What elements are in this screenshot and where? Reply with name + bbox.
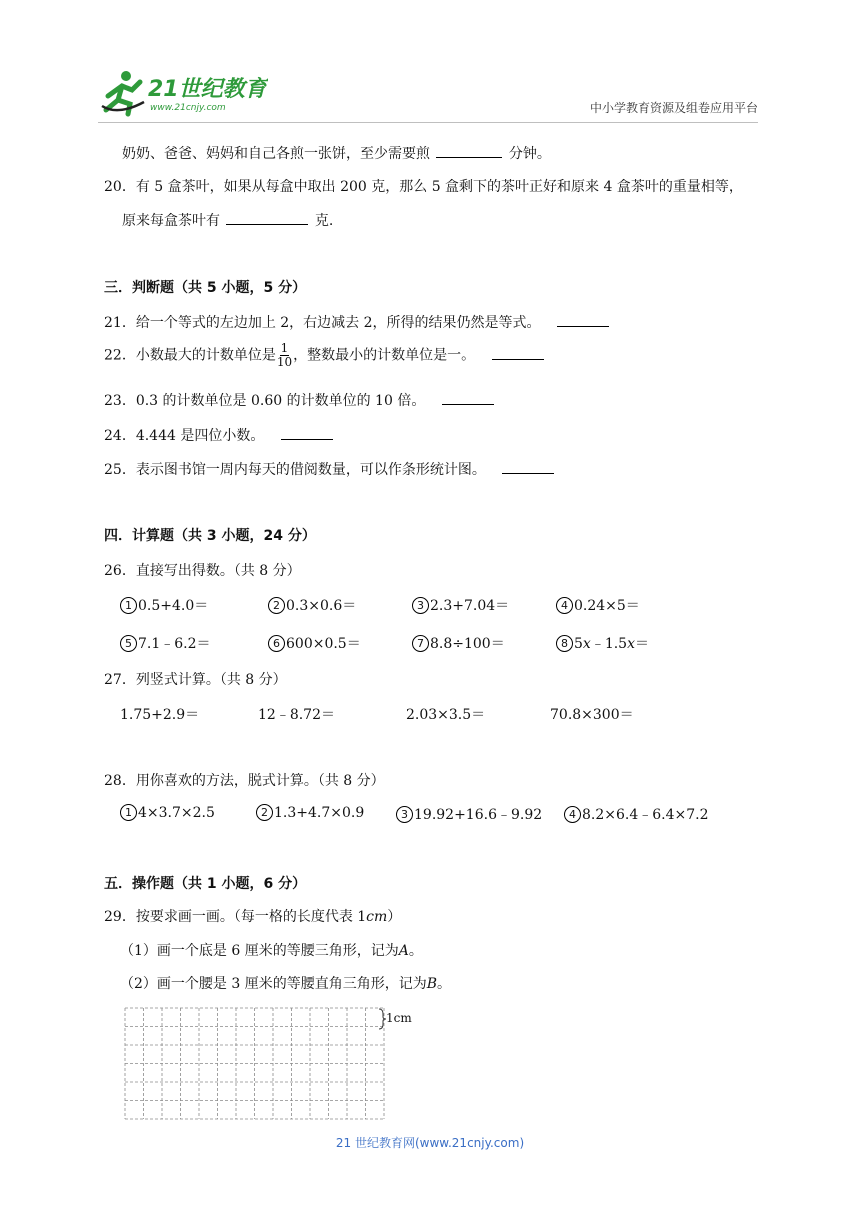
question-25: 25．表示图书馆一周内每天的借阅数量，可以作条形统计图。 xyxy=(104,459,556,479)
runner-icon xyxy=(102,71,144,114)
question-28: 28．用你喜欢的方法，脱式计算。（共 8 分） xyxy=(104,773,385,789)
section-5-title: 五．操作题（共 1 小题，6 分） xyxy=(104,876,307,892)
grid-scale-label: 1cm xyxy=(386,1011,412,1025)
calc-item: 4 0.24×5＝ xyxy=(556,595,640,615)
calc-item: 7 8.8÷100＝ xyxy=(412,633,505,653)
answer-blank[interactable] xyxy=(502,472,554,474)
question-21: 21．给一个等式的左边加上 2，右边减去 2，所得的结果仍然是等式。 xyxy=(104,312,611,332)
question-19-continuation: 奶奶、爸爸、妈妈和自己各煎一张饼，至少需要煎 分钟。 xyxy=(122,146,551,162)
answer-blank[interactable] xyxy=(492,358,544,360)
stepwise-calc-item: 2 1.3+4.7×0.9 xyxy=(256,804,364,821)
calc-item: 1 0.5+4.0＝ xyxy=(120,595,208,615)
question-29-part-1: （1）画一个底是 6 厘米的等腰三角形，记为A。 xyxy=(120,943,423,959)
vertical-calc-item: 2.03×3.5＝ xyxy=(406,707,486,723)
question-20-continuation: 原来每盒茶叶有 克. xyxy=(122,213,334,229)
calc-item: 6 600×0.5＝ xyxy=(268,633,361,653)
site-logo xyxy=(98,66,268,118)
calc-item: 5 7.1﹣6.2＝ xyxy=(120,633,211,653)
answer-blank[interactable] xyxy=(281,438,333,440)
question-23: 23．0.3 的计数单位是 0.60 的计数单位的 10 倍。 xyxy=(104,390,496,410)
stepwise-calc-item: 4 8.2×6.4﹣6.4×7.2 xyxy=(564,804,709,824)
section-3-title: 三．判断题（共 5 小题，5 分） xyxy=(104,280,307,296)
vertical-calc-item: 12﹣8.72＝ xyxy=(258,707,335,723)
vertical-calc-item: 1.75+2.9＝ xyxy=(120,707,200,723)
question-26: 26．直接写出得数。（共 8 分） xyxy=(104,563,301,579)
question-27: 27．列竖式计算。（共 8 分） xyxy=(104,672,287,688)
fraction-one-tenth: $\frac{1}{10}$ xyxy=(276,341,293,370)
calc-item: 8 5x﹣1.5x＝ xyxy=(556,633,649,653)
answer-blank[interactable] xyxy=(226,223,308,225)
answer-blank[interactable] xyxy=(436,156,502,158)
question-29: 29．按要求画一画。（每一格的长度代表 1cm） xyxy=(104,909,402,925)
calc-item: 2 0.3×0.6＝ xyxy=(268,595,356,615)
page-footer: 21 世纪教育网(www.21cnjy.com) xyxy=(335,1136,525,1150)
question-22: 22．小数最大的计数单位是 $\frac{1}{10}$ ，整数最小的计数单位是一。 xyxy=(104,342,546,369)
stepwise-calc-item: 1 4×3.7×2.5 xyxy=(120,804,215,821)
section-4-title: 四．计算题（共 3 小题，24 分） xyxy=(104,528,316,544)
calc-item: 3 2.3+7.04＝ xyxy=(412,595,509,615)
header-slogan: 中小学教育资源及组卷应用平台 xyxy=(589,101,758,115)
vertical-calc-item: 70.8×300＝ xyxy=(550,707,634,723)
question-20: 20．有 5 盒茶叶，如果从每盒中取出 200 克，那么 5 盒剩下的茶叶正好和原来 4 盒茶叶的重量相等， xyxy=(104,179,743,195)
logo-url: www.21cnjy.com xyxy=(150,103,226,113)
logo-title: 21世纪教育 xyxy=(148,77,267,102)
answer-blank[interactable] xyxy=(442,403,494,405)
stepwise-calc-item: 3 19.92+16.6﹣9.92 xyxy=(396,804,542,824)
drawing-grid[interactable] xyxy=(123,1006,393,1122)
answer-blank[interactable] xyxy=(557,325,609,327)
question-29-part-2: （2）画一个腰是 3 厘米的等腰直角三角形，记为B。 xyxy=(120,976,452,992)
header-divider xyxy=(98,122,758,123)
question-24: 24．4.444 是四位小数。 xyxy=(104,425,335,445)
